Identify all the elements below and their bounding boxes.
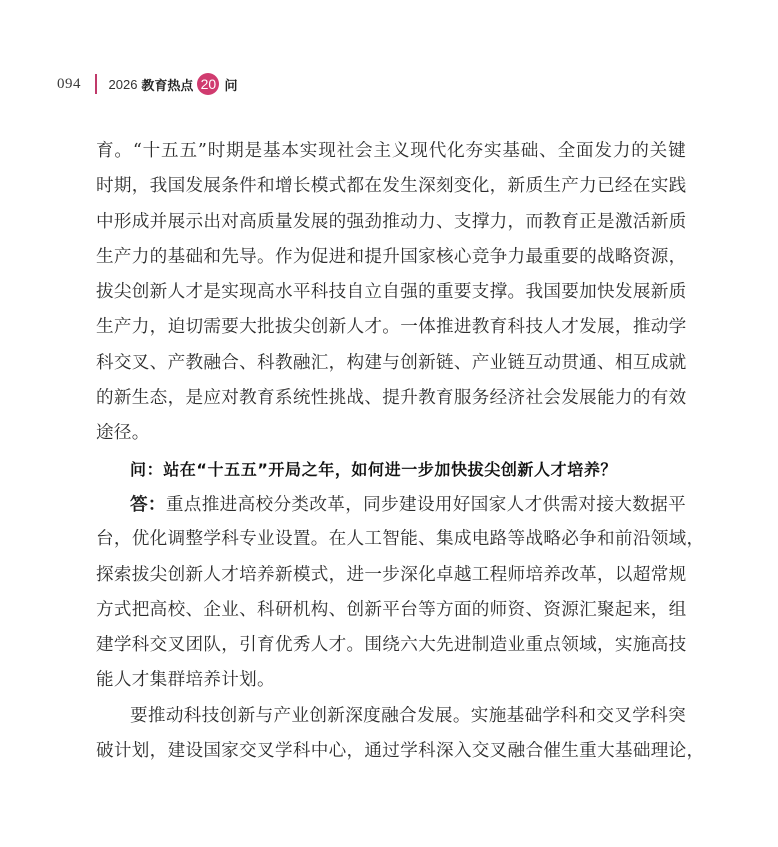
book-title: 教育热点 <box>141 78 194 94</box>
text-line: 的新生态，是应对教育系统性挑战、提升教育服务经济社会发展能力的有效 <box>96 388 687 409</box>
page-body <box>96 134 705 769</box>
book-year: 2026 <box>108 76 138 92</box>
page-number: 094 <box>57 75 81 92</box>
text-line: 方式把高校、企业、科研机构、创新平台等方面的师资、资源汇聚起来，组 <box>96 599 687 620</box>
text-line: 育。“十五五”时期是基本实现社会主义现代化夯实基础、全面发力的关键 <box>96 141 686 161</box>
answer-label: 答： <box>130 493 166 515</box>
text-line: 拔尖创新人才是实现高水平科技自立自强的重要支撑。我国要加快发展新质 <box>96 282 687 303</box>
running-header <box>57 72 237 96</box>
text-line: 要推动科技创新与产业创新深度融合发展。实施基础学科和交叉学科突 <box>130 705 686 726</box>
book-title-suffix: 问 <box>224 78 238 94</box>
answer-paragraph <box>96 487 705 699</box>
text-line: 生产力的基础和先导。作为促进和提升国家核心竞争力最重要的战略资源， <box>96 246 687 267</box>
text-line: 能人才集群培养计划。 <box>96 670 275 691</box>
text-line: 破计划，建设国家交叉学科中心，通过学科深入交叉融合催生重大基础理论， <box>96 741 705 762</box>
text-line: 途径。 <box>96 423 150 444</box>
answer-first-line: 重点推进高校分类改革，同步建设用好国家人才供需对接大数据平 <box>165 494 686 515</box>
header-divider <box>95 74 97 94</box>
question-heading: 问：站在“十五五”开局之年，如何进一步加快拔尖创新人才培养？ <box>130 459 618 479</box>
text-line: 中形成并展示出对高质量发展的强劲推动力、支撑力，而教育正是激活新质 <box>96 211 687 232</box>
paragraph-3 <box>96 699 705 770</box>
text-line: 探索拔尖创新人才培养新模式，进一步深化卓越工程师培养改革，以超常规 <box>96 564 687 585</box>
text-line: 生产力，迫切需要大批拔尖创新人才。一体推进教育科技人才发展，推动学 <box>96 317 687 338</box>
text-line: 台，优化调整学科专业设置。在人工智能、集成电路等战略必争和前沿领域， <box>96 529 705 550</box>
number-badge: 20 <box>197 73 219 95</box>
text-line: 科交叉、产教融合、科教融汇，构建与创新链、产业链互动贯通、相互成就 <box>96 352 687 373</box>
text-line: 时期，我国发展条件和增长模式都在发生深刻变化，新质生产力已经在实践 <box>96 176 687 197</box>
text-line <box>96 487 686 522</box>
text-line: 建学科交叉团队，引育优秀人才。围绕六大先进制造业重点领域，实施高技 <box>96 635 687 656</box>
paragraph-1 <box>96 134 686 452</box>
